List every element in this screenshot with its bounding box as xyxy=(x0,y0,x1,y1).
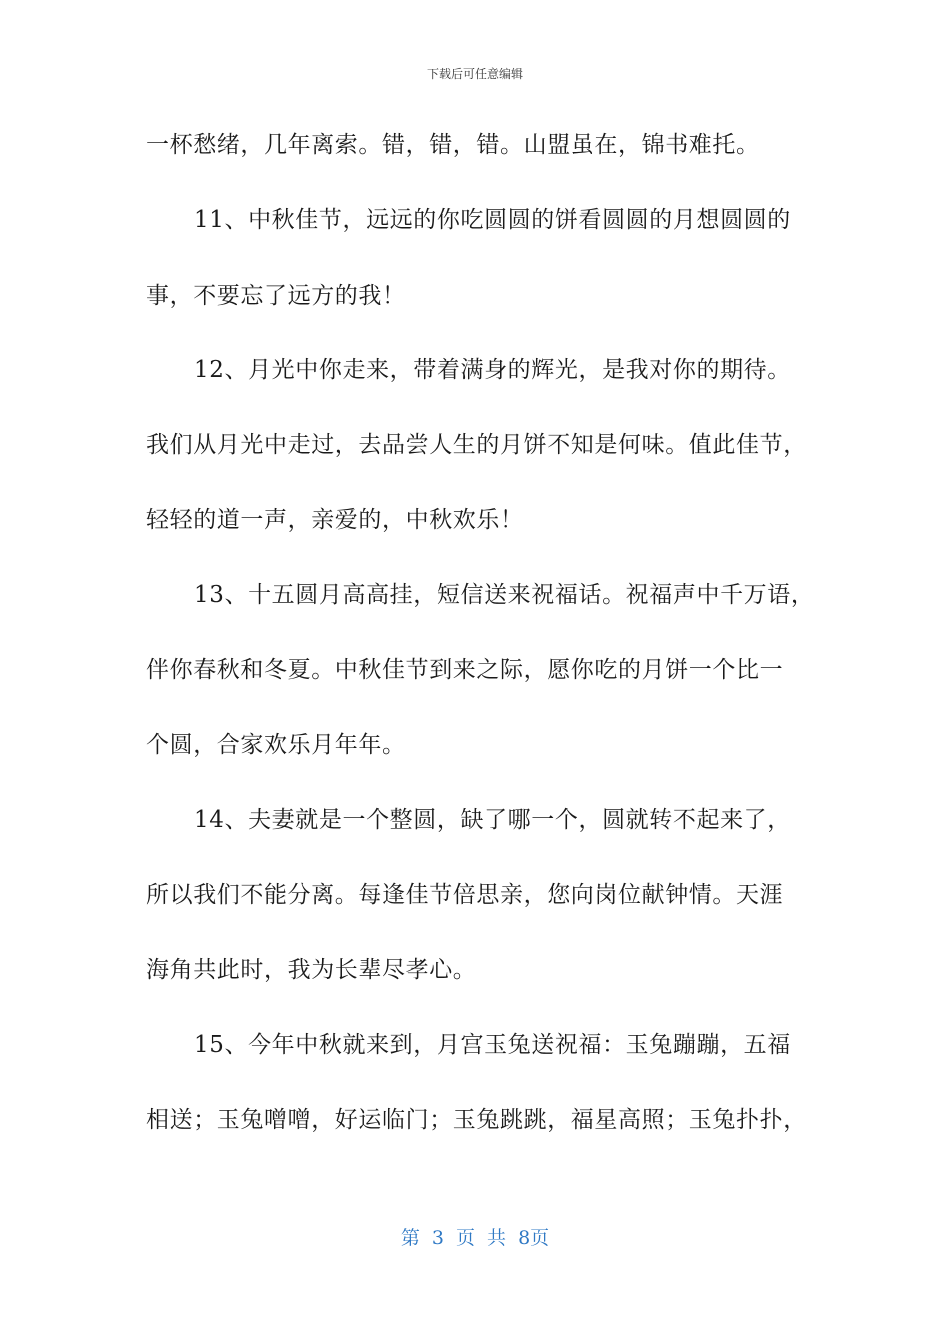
body-line: 相送；玉兔噌噌，好运临门；玉兔跳跳，福星高照；玉兔扑扑， xyxy=(146,1107,807,1133)
body-line: 海角共此时，我为长辈尽孝心。 xyxy=(146,957,477,983)
body-line: 一杯愁绪，几年离索。错，错，错。山盟虽在，锦书难托。 xyxy=(146,132,760,158)
body-line: 个圆，合家欢乐月年年。 xyxy=(146,732,406,758)
body-line: 事，不要忘了远方的我！ xyxy=(146,283,406,309)
page-number: 第 3 页 共 8页 xyxy=(400,1227,550,1249)
body-line: 14、夫妻就是一个整圆，缺了哪一个，圆就转不起来了， xyxy=(194,807,791,833)
body-line: 11、中秋佳节，远远的你吃圆圆的饼看圆圆的月想圆圆的 xyxy=(194,207,791,233)
body-line: 伴你春秋和冬夏。中秋佳节到来之际，愿你吃的月饼一个比一 xyxy=(146,657,784,683)
body-line: 12、月光中你走来，带着满身的辉光，是我对你的期待。 xyxy=(194,357,791,383)
body-line: 13、十五圆月高高挂，短信送来祝福话。祝福声中千万语， xyxy=(194,582,815,608)
body-line: 15、今年中秋就来到，月宫玉兔送祝福：玉兔蹦蹦，五福 xyxy=(194,1032,791,1058)
body-line: 所以我们不能分离。每逢佳节倍思亲，您向岗位献钟情。天涯 xyxy=(146,882,784,908)
page-header: 下载后可任意编辑 xyxy=(426,67,523,81)
body-line: 轻轻的道一声，亲爱的，中秋欢乐！ xyxy=(146,507,524,533)
body-line: 我们从月光中走过，去品尝人生的月饼不知是何味。值此佳节， xyxy=(146,432,807,458)
